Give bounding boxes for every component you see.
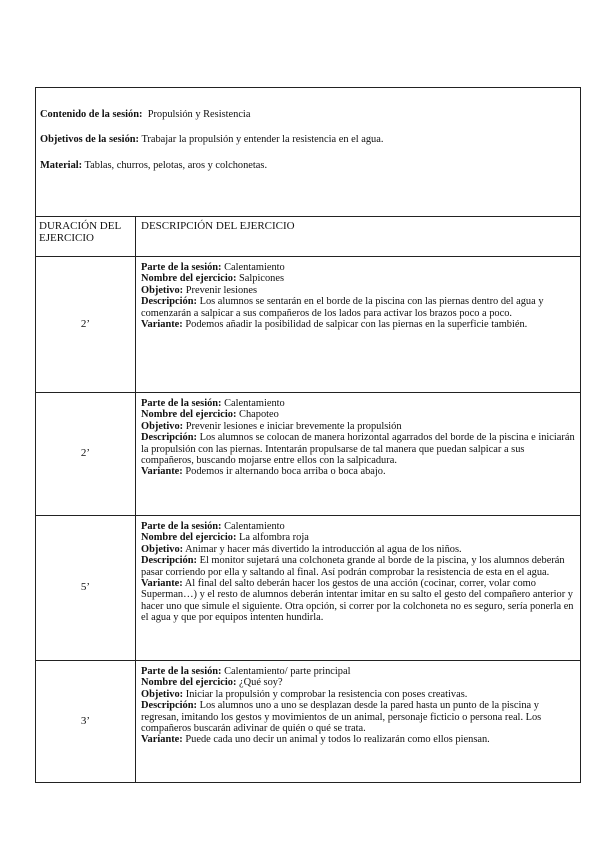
nombre-line: Nombre del ejercicio: La alfombra roja bbox=[141, 532, 309, 544]
nombre-line: Nombre del ejercicio: Chapoteo bbox=[141, 409, 279, 421]
variante-line: Variante: Podemos ir alternando boca arriba o boca abajo. bbox=[141, 466, 386, 478]
descripcion-line: Descripción: Los alumnos uno a uno se desplazan desde la pared hasta un punto de la piscina y regresan, imitando los gestos y movimientos de un animal, personaje ficticio o persona real. Los compañeros buscarán adivinar de quién o qué se trata. bbox=[141, 700, 542, 735]
nombre-line: Nombre del ejercicio: ¿Qué soy? bbox=[141, 677, 283, 689]
nombre-line: Nombre del ejercicio: Salpicones bbox=[141, 273, 285, 285]
descripcion-line: Descripción: Los alumnos se sentarán en el borde de la piscina con las piernas dentro del agua y comenzarán a salpicar a sus compañeros de los lados para activar los brazos poco a poco. bbox=[141, 296, 544, 319]
exercise-duration: 2’ bbox=[36, 257, 136, 393]
exercise-description bbox=[136, 516, 581, 661]
parte-line: Parte de la sesión: Calentamiento bbox=[141, 262, 285, 273]
session-plan-table bbox=[35, 87, 581, 783]
exercise-row bbox=[36, 257, 581, 393]
variante-line: Variante: Podemos añadir la posibilidad de salpicar con las piernas en la superficie también. bbox=[141, 319, 528, 331]
exercise-duration: 2’ bbox=[36, 393, 136, 516]
duration-column-header: DURACIÓN DEL EJERCICIO bbox=[36, 217, 136, 257]
objetivo-line: Objetivo: Prevenir lesiones e iniciar brevemente la propulsión bbox=[141, 420, 402, 432]
descripcion-line: Descripción: Los alumnos se colocan de manera horizontal agarrados del borde de la piscina e iniciarán la propulsión con las piernas. Intentarán propulsarse de tal manera que puedan salpicar a sus compañeros, buscando mojarse entre ellos con la salpicadura. bbox=[141, 432, 575, 467]
variante-line: Variante: Al final del salto deberán hacer los gestos de una acción (cocinar, correr, volar como Superman…) y el resto de alumnos deberán intentar imitar en su salto el gesto del compañero anterior y hacer uno que simule el siguiente. Otra opción, si correr por la colchoneta no es seguro, sería ponerla en el agua y que por equipos intenten hundirla. bbox=[141, 578, 574, 624]
exercise-row bbox=[36, 516, 581, 661]
exercise-duration: 5’ bbox=[36, 516, 136, 661]
exercise-description bbox=[136, 257, 581, 393]
exercise-description bbox=[136, 661, 581, 783]
objetivo-line: Objetivo: Prevenir lesiones bbox=[141, 284, 258, 296]
objetivos-line: Objetivos de la sesión: Trabajar la propulsión y entender la resistencia en el agua. bbox=[40, 134, 384, 146]
session-header-row bbox=[36, 88, 581, 217]
objetivo-line: Objetivo: Iniciar la propulsión y comprobar la resistencia con poses creativas. bbox=[141, 688, 468, 700]
description-column-header: DESCRIPCIÓN DEL EJERCICIO bbox=[136, 217, 581, 257]
contenido-line: Contenido de la sesión: Propulsión y Resistencia bbox=[40, 109, 251, 120]
exercise-row bbox=[36, 393, 581, 516]
exercise-duration: 3’ bbox=[36, 661, 136, 783]
session-header bbox=[36, 88, 581, 217]
material-line: Material: Tablas, churros, pelotas, aros y colchonetas. bbox=[40, 159, 268, 171]
column-header-row bbox=[36, 217, 581, 257]
descripcion-line: Descripción: El monitor sujetará una colchoneta grande al borde de la piscina, y los alumnos deberán pasar corriendo por ella y saltando al final. Así podrán comprobar la resistencia de esta en el agua. bbox=[141, 555, 565, 578]
objetivo-line: Objetivo: Animar y hacer más divertido la introducción al agua de los niños. bbox=[141, 543, 462, 555]
exercise-description bbox=[136, 393, 581, 516]
exercise-row bbox=[36, 661, 581, 783]
variante-line: Variante: Puede cada uno decir un animal y todos lo realizarán como ellos piensan. bbox=[141, 734, 490, 746]
parte-line: Parte de la sesión: Calentamiento bbox=[141, 521, 285, 532]
parte-line: Parte de la sesión: Calentamiento bbox=[141, 398, 285, 409]
parte-line: Parte de la sesión: Calentamiento/ parte principal bbox=[141, 666, 351, 677]
